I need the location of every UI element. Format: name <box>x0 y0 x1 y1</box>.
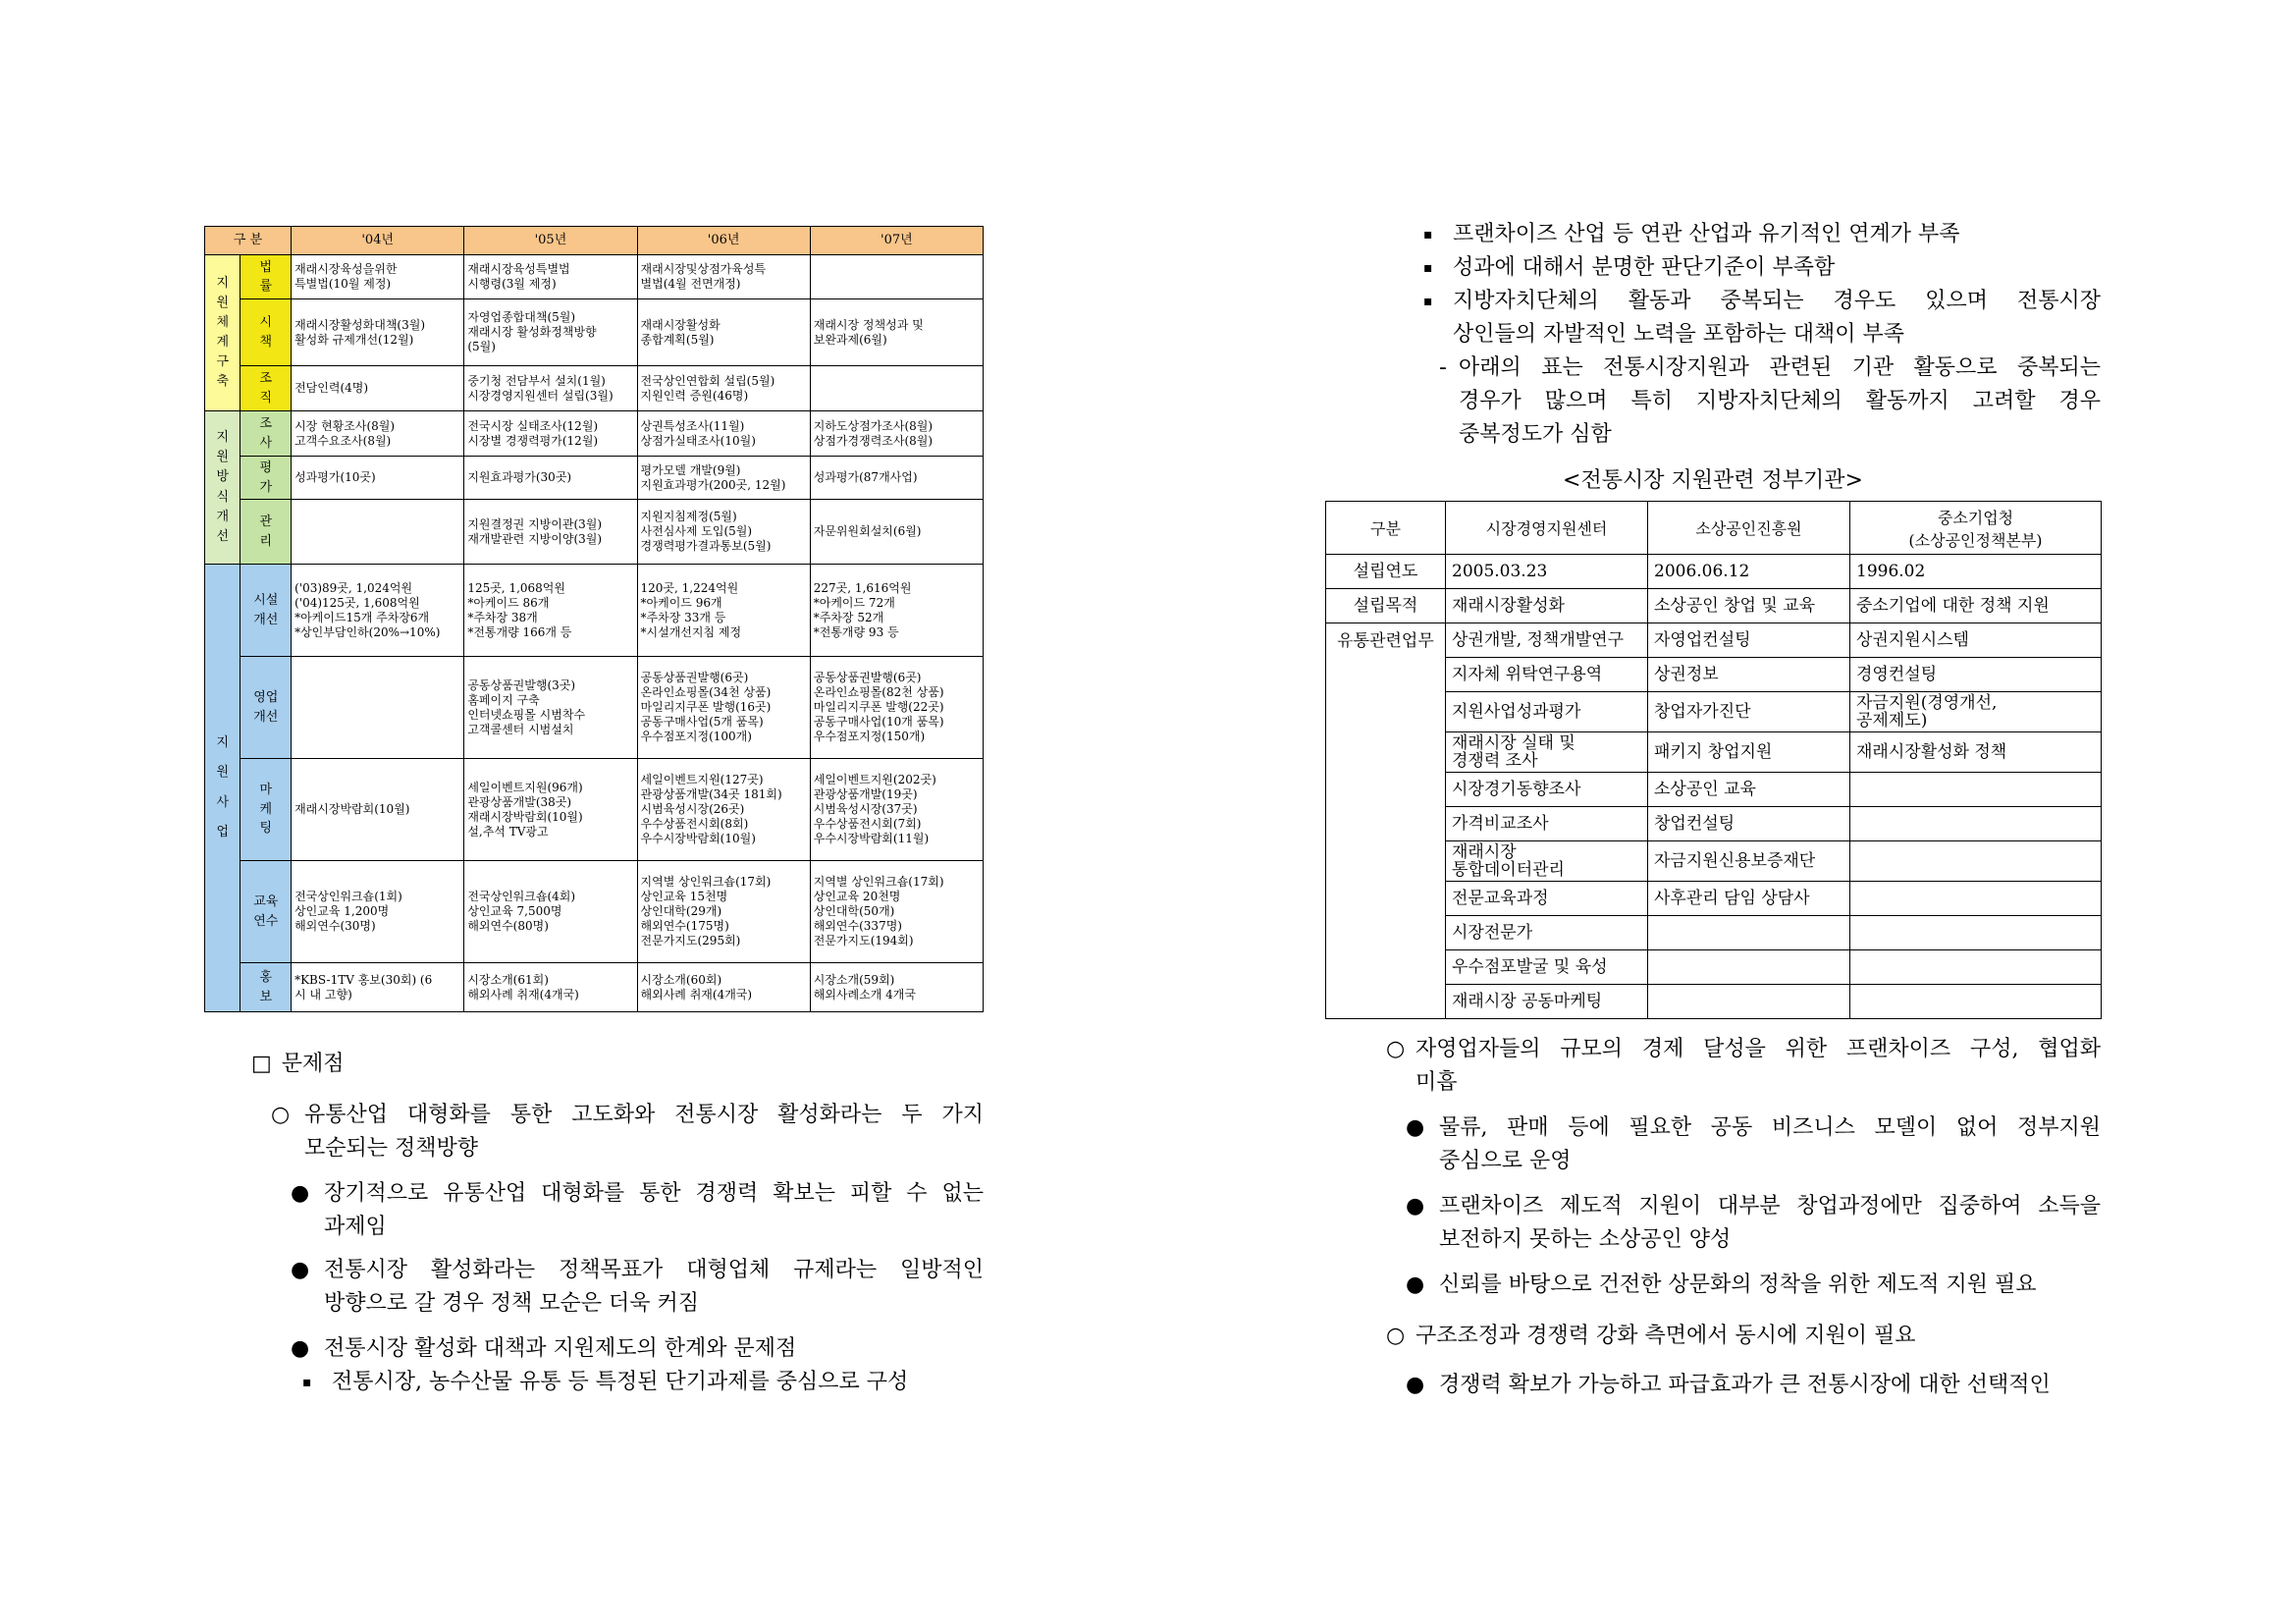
table-cell: 상권지원시스템 <box>1850 623 2102 658</box>
table-row <box>205 366 984 411</box>
subcategory-label <box>240 457 292 500</box>
table-cell: 공동상품권발행(6곳) 온라인쇼핑몰(82천 상품) 마일리지쿠폰 발행(22곳) 공동구매사업(10개 품목) 우수점포지정(150개) <box>810 657 983 759</box>
list-item-text: 방향으로 갈 경우 정책 모순은 더욱 커짐 <box>324 1291 699 1316</box>
dash-bullet-icon: - <box>1439 355 1447 380</box>
subcategory-label-part: 직 <box>259 390 273 406</box>
circle-bullet-icon: ○ <box>1386 1324 1406 1348</box>
dot-bullet-icon: ● <box>291 1181 310 1206</box>
header-year: '05년 <box>464 227 637 255</box>
list-item <box>1406 1369 2101 1402</box>
subcategory-label-part: 평 <box>259 460 273 475</box>
table-row <box>205 457 984 500</box>
subcategory-label-part: 사 <box>259 435 273 451</box>
table-cell: 125곳, 1,068억원 *아케이드 86개 *주차장 38개 *전통개량 166개 등 <box>464 565 637 657</box>
table-cell: 전국상인연합회 설립(5월) 지원인력 증원(46명) <box>637 366 810 411</box>
subcategory-label-part: 률 <box>259 279 273 294</box>
table-cell: 성과평가(10곳) <box>292 457 464 500</box>
list-item-text: 보전하지 못하는 소상공인 양성 <box>1439 1227 1732 1252</box>
table-cell <box>1850 841 2102 882</box>
subcategory-label-part: 법 <box>259 259 273 275</box>
group-label-char: 선 <box>216 528 229 544</box>
table-cell: 자영업종합대책(5월) 재래시장 활성화정책방향 (5월) <box>464 299 637 366</box>
header-cell: 시장경영지원센터 <box>1446 502 1648 555</box>
table-cell <box>1648 950 1850 985</box>
table-cell: 전국상인워크숍(1회) 상인교육 1,200명 해외연수(30명) <box>292 861 464 963</box>
subcategory-label-part: 가 <box>259 479 273 495</box>
table-cell: 자영업컨설팅 <box>1648 623 1850 658</box>
group-label-char: 개 <box>216 509 229 524</box>
table-cell <box>1850 916 2102 950</box>
table-cell: 재래시장활성화 종합계획(5월) <box>637 299 810 366</box>
group-label-char: 원 <box>216 295 229 310</box>
square-bullet-icon: ▪ <box>1423 294 1433 309</box>
group-label-char: 식 <box>216 489 229 505</box>
table-caption: <전통시장 지원관련 정부기관> <box>1563 468 1863 493</box>
list-item-text: 신뢰를 바탕으로 건전한 상문화의 정착을 위한 제도적 지원 필요 <box>1439 1272 2037 1297</box>
right-bottom-text <box>1325 1033 2110 1406</box>
subcategory-label <box>240 963 292 1012</box>
table-cell: 시장소개(60회) 해외사례 취재(4개국) <box>637 963 810 1012</box>
table-cell: 시장경기동향조사 <box>1446 773 1648 807</box>
table-cell: 120곳, 1,224억원 *아케이드 96개 *주차장 33개 등 *시설개선지침 제정 <box>637 565 810 657</box>
table-cell: 재래시장 실태 및 경쟁력 조사 <box>1446 732 1648 773</box>
list-item-text: 유통산업 대형화를 통한 고도화와 전통시장 활성화라는 두 가지 <box>304 1103 984 1127</box>
subcategory-label <box>240 411 292 457</box>
table-cell: 전국시장 실태조사(12월) 시장별 경쟁력평가(12월) <box>464 411 637 457</box>
table-cell: 상권특성조사(11월) 상점가실태조사(10월) <box>637 411 810 457</box>
subcategory-label-part: 조 <box>259 371 273 386</box>
table-cell: ('03)89곳, 1,024억원 ('04)125곳, 1,608억원 *아케이드15개 주차장6개 *상인부담인하(20%→10%) <box>292 565 464 657</box>
header-category: 구 분 <box>205 227 292 255</box>
table-row <box>205 759 984 861</box>
table-cell: 패키지 창업지원 <box>1648 732 1850 773</box>
group-label <box>205 411 240 565</box>
table-cell: 자금지원신용보증재단 <box>1648 841 1850 882</box>
circle-bullet-icon: ○ <box>271 1103 291 1127</box>
right-top-text <box>1325 218 2110 463</box>
table-cell: 지자체 위탁연구용역 <box>1446 658 1648 692</box>
dot-bullet-icon: ● <box>291 1336 310 1361</box>
subcategory-label-part: 마 <box>259 783 273 798</box>
dot-bullet-icon: ● <box>1406 1272 1425 1297</box>
table-cell: 지역별 상인워크숍(17회) 상인교육 15천명 상인대학(29개) 해외연수(175명) 전문가지도(295회) <box>637 861 810 963</box>
table-cell: 자금지원(경영개선, 공제제도) <box>1850 692 2102 732</box>
table-cell: 상권개발, 정책개발연구 <box>1446 623 1648 658</box>
group-label-char: 체 <box>216 314 229 330</box>
list-item <box>291 1254 984 1321</box>
list-item-text: 구조조정과 경쟁력 강화 측면에서 동시에 지원이 필요 <box>1415 1324 1916 1348</box>
list-item-text: 상인들의 자발적인 노력을 포함하는 대책이 부족 <box>1453 322 1905 347</box>
problems-section <box>204 1048 989 1401</box>
subcategory-label-part: 보 <box>259 989 273 1004</box>
list-item-text: 중복정도가 심함 <box>1459 422 1612 447</box>
dot-bullet-icon: ● <box>1406 1194 1425 1218</box>
group-label <box>205 565 240 1012</box>
group-label-char: 구 <box>216 354 229 370</box>
list-item-text: 프랜차이즈 산업 등 연관 산업과 유기적인 연계가 부족 <box>1453 222 1960 246</box>
list-item <box>1439 352 2101 452</box>
table-cell: 시장소개(59회) 해외사례소개 4개국 <box>810 963 983 1012</box>
table-header-row <box>1326 502 2102 555</box>
table-row <box>1326 623 2102 658</box>
table-row <box>205 299 984 366</box>
table-cell <box>1850 773 2102 807</box>
subcategory-label <box>240 759 292 861</box>
list-item <box>1406 1190 2101 1257</box>
group-label-char: 지 <box>216 430 229 446</box>
table-cell: *KBS-1TV 홍보(30회) (6 시 내 고향) <box>292 963 464 1012</box>
table-cell: 재래시장및상점가육성특 별법(4월 전면개정) <box>637 255 810 299</box>
header-cell: 구분 <box>1326 502 1446 555</box>
subcategory-label <box>240 500 292 565</box>
square-bullet-icon: ▪ <box>1423 227 1433 243</box>
subcategory-label-part: 시설 <box>253 593 279 608</box>
list-item-text: 과제임 <box>324 1215 387 1239</box>
subcategory-label <box>240 255 292 299</box>
header-year: '04년 <box>292 227 464 255</box>
table-cell <box>1850 882 2102 916</box>
list-item <box>291 1177 984 1244</box>
table-cell: 재래시장 통합데이터관리 <box>1446 841 1648 882</box>
table-cell: 전국상인워크숍(4회) 상인교육 7,500명 해외연수(80명) <box>464 861 637 963</box>
group-label <box>205 255 240 411</box>
table-cell: 2005.03.23 <box>1446 555 1648 589</box>
table-cell: 재래시장육성특별법 시행령(3월 제정) <box>464 255 637 299</box>
list-item <box>1406 1111 2101 1178</box>
table-row <box>205 411 984 457</box>
list-item-text: 모순되는 정책방향 <box>304 1136 479 1161</box>
header-cell: 중소기업청 (소상공인정책본부) <box>1850 502 2102 555</box>
subcategory-label-part: 조 <box>259 416 273 431</box>
table-cell: 세일이벤트지원(96개) 관광상품개발(38곳) 재래시장박람회(10월) 설,추석 TV광고 <box>464 759 637 861</box>
table-cell: 재래시장 공동마케팅 <box>1446 985 1648 1019</box>
table-cell: 2006.06.12 <box>1648 555 1850 589</box>
table-cell: 재래시장박람회(10월) <box>292 759 464 861</box>
table-row <box>205 255 984 299</box>
table-cell: 재래시장활성화대책(3월) 활성화 규제개선(12월) <box>292 299 464 366</box>
table-cell: 1996.02 <box>1850 555 2102 589</box>
subcategory-label <box>240 299 292 366</box>
table-cell: 지원결정권 지방이관(3월) 재개발관련 지방이양(3월) <box>464 500 637 565</box>
table-cell <box>810 255 983 299</box>
table-cell: 우수점포발굴 및 육성 <box>1446 950 1648 985</box>
subcategory-label-part: 관 <box>259 514 273 529</box>
list-item <box>1423 251 2101 285</box>
table-cell <box>1648 985 1850 1019</box>
subcategory-label <box>240 565 292 657</box>
policy-timeline-table <box>204 226 984 1012</box>
table-cell: 설립목적 <box>1326 589 1446 623</box>
table-cell: 시장소개(61회) 해외사례 취재(4개국) <box>464 963 637 1012</box>
subcategory-label <box>240 366 292 411</box>
table-cell: 227곳, 1,616억원 *아케이드 72개 *주차장 52개 *전통개량 93 등 <box>810 565 983 657</box>
table-row <box>205 565 984 657</box>
table-cell <box>1648 916 1850 950</box>
table-cell: 중소기업에 대한 정책 지원 <box>1850 589 2102 623</box>
subcategory-label-part: 책 <box>259 334 273 350</box>
list-item-text: 물류, 판매 등에 필요한 공동 비즈니스 모델이 없어 정부지원 <box>1439 1115 2101 1140</box>
list-item-text: 전통시장, 농수산물 유통 등 특정된 단기과제를 중심으로 구성 <box>332 1370 909 1394</box>
square-bullet-icon: ▪ <box>1423 260 1433 276</box>
table-row <box>205 963 984 1012</box>
group-label-char: 방 <box>216 469 229 485</box>
table-row <box>205 500 984 565</box>
table-cell <box>1850 950 2102 985</box>
heading-marker: □ <box>251 1052 272 1076</box>
table-cell: 전문교육과정 <box>1446 882 1648 916</box>
table-row <box>1326 589 2102 623</box>
table-cell: 성과평가(87개사업) <box>810 457 983 500</box>
list-item <box>271 1099 984 1165</box>
subcategory-label-part: 리 <box>259 533 273 549</box>
list-item-text: 전통시장 활성화 대책과 지원제도의 한계와 문제점 <box>324 1336 797 1361</box>
table-cell: 재래시장 정책성과 및 보완과제(6월) <box>810 299 983 366</box>
table-cell: 지하도상점가조사(8월) 상점가경쟁력조사(8월) <box>810 411 983 457</box>
table-cell: 지역별 상인워크숍(17회) 상인교육 20천명 상인대학(50개) 해외연수(337명) 전문가지도(194회) <box>810 861 983 963</box>
table-cell: 사후관리 담임 상담사 <box>1648 882 1850 916</box>
table-cell: 지원지침제정(5월) 사전심사제 도입(5월) 경쟁력평가결과통보(5월) <box>637 500 810 565</box>
heading-text: 문제점 <box>281 1052 345 1076</box>
list-item-text: 자영업자들의 규모의 경제 달성을 위한 프랜차이즈 구성, 협업화 <box>1415 1037 2101 1061</box>
table-cell: 평가모델 개발(9월) 지원효과평가(200곳, 12월) <box>637 457 810 500</box>
table-cell <box>810 366 983 411</box>
table-cell: 재래시장활성화 <box>1446 589 1648 623</box>
dot-bullet-icon: ● <box>1406 1115 1425 1140</box>
subcategory-label-part: 케 <box>259 801 273 817</box>
left-page <box>204 226 989 1401</box>
table-cell: 상권정보 <box>1648 658 1850 692</box>
subcategory-label-part: 영업 <box>253 690 279 705</box>
table-cell <box>1850 807 2102 841</box>
list-item <box>291 1332 984 1366</box>
subcategory-label <box>240 657 292 759</box>
table-cell: 재래시장육성을위한 특별법(10월 제정) <box>292 255 464 299</box>
list-item-text: 아래의 표는 전통시장지원과 관련된 기관 활동으로 중복되는 <box>1459 355 2101 380</box>
group-label-char: 축 <box>216 374 229 390</box>
table-cell: 지원사업성과평가 <box>1446 692 1648 732</box>
subcategory-label-part: 개선 <box>253 612 279 627</box>
dot-bullet-icon: ● <box>1406 1373 1425 1397</box>
table-cell: 경영컨설팅 <box>1850 658 2102 692</box>
agencies-table <box>1325 501 2102 1019</box>
group-label-char: 계 <box>216 335 229 350</box>
table-cell <box>292 657 464 759</box>
header-year: '06년 <box>637 227 810 255</box>
table-cell: 창업자가진단 <box>1648 692 1850 732</box>
subcategory-label-part: 시 <box>259 315 273 330</box>
table-cell: 세일이벤트지원(127곳) 관광상품개발(34곳 181회) 시범육성시장(26곳) 우수상품전시회(8회) 우수시장박람회(10월) <box>637 759 810 861</box>
table-cell: 시장 현황조사(8월) 고객수요조사(8월) <box>292 411 464 457</box>
dot-bullet-icon: ● <box>291 1258 310 1282</box>
list-item-text: 경쟁력 확보가 가능하고 파급효과가 큰 전통시장에 대한 선택적인 <box>1439 1373 2051 1397</box>
list-item <box>1406 1269 2101 1302</box>
subcategory-label-part: 교육 <box>253 894 279 909</box>
table-cell: 창업컨설팅 <box>1648 807 1850 841</box>
list-item-text: 장기적으로 유통산업 대형화를 통한 경쟁력 확보는 피할 수 없는 <box>324 1181 984 1206</box>
subcategory-label-part: 홍 <box>259 970 273 985</box>
table-cell: 소상공인 창업 및 교육 <box>1648 589 1850 623</box>
list-item-text: 미흡 <box>1415 1070 1458 1095</box>
header-cell: 소상공인진흥원 <box>1648 502 1850 555</box>
table-cell: 시장전문가 <box>1446 916 1648 950</box>
table-cell: 가격비교조사 <box>1446 807 1648 841</box>
subcategory-label <box>240 861 292 963</box>
table-row <box>1326 555 2102 589</box>
table-row <box>205 861 984 963</box>
table-row <box>205 657 984 759</box>
subcategory-label-part: 개선 <box>253 709 279 725</box>
table-cell: 지원효과평가(30곳) <box>464 457 637 500</box>
list-item <box>1423 218 2101 251</box>
table-cell: 세일이벤트지원(202곳) 관광상품개발(19곳) 시범육성시장(37곳) 우수상품전시회(7회) 우수시장박람회(11월) <box>810 759 983 861</box>
table-cell: 유통관련업무 <box>1326 623 1446 1019</box>
table-cell <box>1850 985 2102 1019</box>
circle-bullet-icon: ○ <box>1386 1037 1406 1061</box>
table-cell: 중기청 전담부서 설치(1월) 시장경영지원센터 설립(3월) <box>464 366 637 411</box>
group-label-char: 원 <box>216 765 229 781</box>
table-cell: 공동상품권발행(3곳) 홈페이지 구축 인터넷쇼핑몰 시범착수 고객콜센터 시범설치 <box>464 657 637 759</box>
group-label-char: 원 <box>216 450 229 465</box>
right-page <box>1325 218 2110 1406</box>
group-label-char: 사 <box>216 794 229 810</box>
group-label-char: 업 <box>216 824 229 839</box>
header-year: '07년 <box>810 227 983 255</box>
table-cell: 자문위원회설치(6월) <box>810 500 983 565</box>
square-bullet-icon: ▪ <box>302 1375 312 1390</box>
list-item <box>302 1366 984 1399</box>
table-cell: 설립연도 <box>1326 555 1446 589</box>
subcategory-label-part: 팅 <box>259 821 273 837</box>
list-item-text: 중심으로 운영 <box>1439 1149 1572 1173</box>
group-label-char: 지 <box>216 735 229 751</box>
table-cell: 공동상품권발행(6곳) 온라인쇼핑몰(34천 상품) 마일리지쿠폰 발행(16곳) 공동구매사업(5개 품목) 우수점포지정(100개) <box>637 657 810 759</box>
list-item <box>1386 1320 2101 1353</box>
table-cell: 소상공인 교육 <box>1648 773 1850 807</box>
table-cell <box>292 500 464 565</box>
list-item-text: 프랜차이즈 제도적 지원이 대부분 창업과정에만 집중하여 소득을 <box>1439 1194 2101 1218</box>
list-item-text: 경우가 많으며 특히 지방자치단체의 활동까지 고려할 경우 <box>1459 389 2101 413</box>
list-item-text: 지방자치단체의 활동과 중복되는 경우도 있으며 전통시장 <box>1453 289 2101 313</box>
list-item <box>1386 1033 2101 1100</box>
list-item <box>1423 285 2101 352</box>
table-header-row <box>205 227 984 255</box>
list-item-text: 성과에 대해서 분명한 판단기준이 부족함 <box>1453 255 1836 280</box>
table-cell: 재래시장활성화 정책 <box>1850 732 2102 773</box>
section-heading <box>251 1048 345 1081</box>
subcategory-label-part: 연수 <box>253 913 279 929</box>
list-item-text: 전통시장 활성화라는 정책목표가 대형업체 규제라는 일방적인 <box>324 1258 984 1282</box>
group-label-char: 지 <box>216 275 229 291</box>
table-cell: 전담인력(4명) <box>292 366 464 411</box>
